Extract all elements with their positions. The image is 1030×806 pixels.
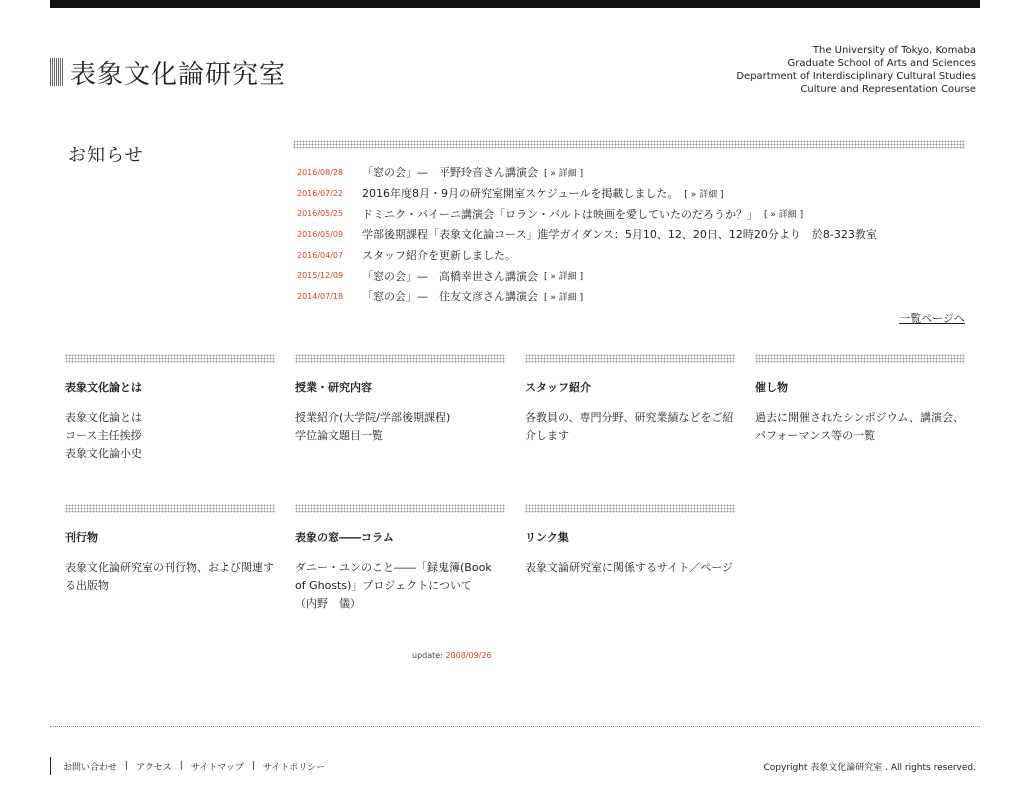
section-divider — [65, 354, 275, 363]
section-link[interactable]: 授業紹介(大学院/学部後期課程) — [295, 411, 451, 424]
section-link[interactable]: コース主任挨拶 — [65, 429, 142, 442]
news-text: 2016年度8月・9月の研究室開室スケジュールを掲載しました。 — [362, 187, 679, 201]
news-date: 2016/05/25 — [297, 209, 344, 219]
section-description: 表象文論研究室に関係するサイト／ページ — [525, 561, 734, 574]
footer-link-access[interactable]: アクセス — [136, 762, 172, 773]
update-info — [412, 651, 492, 660]
footer-separator: | — [179, 761, 183, 771]
update-date: 2008/09/26 — [445, 651, 492, 660]
section-title[interactable]: 表象の窓――コラム — [295, 531, 394, 544]
news-date: 2015/12/09 — [297, 271, 344, 281]
section-divider — [295, 504, 505, 513]
news-item — [297, 183, 877, 204]
section-events — [755, 354, 965, 445]
univ-line: Department of Interdisciplinary Cultural Studies — [736, 71, 976, 82]
section-title[interactable]: リンク集 — [525, 531, 569, 544]
news-date: 2016/04/07 — [297, 250, 344, 260]
news-date: 2016/07/22 — [297, 188, 344, 198]
footer-nav — [50, 757, 325, 775]
top-bar — [50, 0, 980, 8]
footer-divider — [50, 726, 980, 727]
copyright: Copyright 表象文化論研究室 . All rights reserved. — [763, 763, 976, 773]
news-text: ドミニク・パイーニ講演会「ロラン・バルトは映画を愛していたのだろうか？」 — [362, 207, 758, 221]
news-text[interactable]: スタッフ紹介を更新しました。 — [362, 249, 516, 263]
update-label: update: — [412, 651, 443, 660]
news-text: 学部後期課程「表象文化論コース」進学ガイダンス：5月10、12、20日、12時20分より 於8-323教室 — [362, 228, 877, 242]
news-detail-link[interactable]: [ » 詳細 ] — [684, 189, 724, 200]
news-text: 「窓の会」— 高橋幸世さん講演会 — [362, 269, 538, 283]
news-date: 2016/08/28 — [297, 167, 344, 177]
footer-link-sitemap[interactable]: サイトマップ — [190, 762, 244, 773]
section-classes — [295, 354, 505, 445]
news-list-page-link[interactable]: 一覧ページへ — [899, 312, 965, 325]
univ-line: Graduate School of Arts and Sciences — [787, 58, 976, 69]
section-divider — [65, 504, 275, 513]
section-description: 過去に開催されたシンポジウム、講演会、パフォーマンス等の一覧 — [755, 411, 964, 442]
section-title[interactable]: 授業・研究内容 — [295, 381, 372, 394]
section-title[interactable]: 催し物 — [755, 381, 788, 394]
section-column — [295, 504, 505, 613]
news-date: 2014/07/18 — [297, 291, 344, 301]
section-staff — [525, 354, 735, 445]
logo-stripe-icon — [50, 58, 64, 86]
section-links — [525, 504, 735, 577]
section-description: 表象文化論研究室の刊行物、および関連する出版物 — [65, 561, 274, 592]
section-divider — [525, 354, 735, 363]
section-divider — [755, 354, 965, 363]
news-text: 「窓の会」— 住友文彦さん講演会 — [362, 290, 538, 304]
news-list — [297, 162, 877, 307]
news-date: 2016/05/09 — [297, 229, 344, 239]
news-text: 「窓の会」— 平野玲音さん講演会 — [362, 166, 538, 180]
section-title[interactable]: 刊行物 — [65, 531, 98, 544]
section-divider — [295, 354, 505, 363]
footer-separator: | — [125, 761, 129, 771]
news-item — [297, 245, 877, 266]
news-item — [297, 265, 877, 286]
section-publications — [65, 504, 275, 595]
footer-link-policy[interactable]: サイトポリシー — [262, 762, 326, 773]
section-about — [65, 354, 275, 463]
section-title[interactable]: スタッフ紹介 — [525, 381, 591, 394]
column-author: （内野 儀） — [295, 597, 361, 610]
news-detail-link[interactable]: [ » 詳細 ] — [544, 272, 584, 283]
site-logo[interactable] — [50, 56, 286, 88]
section-link[interactable]: 学位論文題目一覧 — [295, 429, 383, 442]
university-info — [736, 44, 976, 96]
news-item — [297, 224, 877, 245]
footer-separator: | — [251, 761, 255, 771]
news-detail-link[interactable]: [ » 詳細 ] — [544, 168, 584, 179]
section-link[interactable]: 表象文化論とは — [65, 411, 142, 424]
section-description: 各教員の、専門分野、研究業績などをご紹介します — [525, 411, 734, 442]
section-link[interactable]: 表象文化論小史 — [65, 447, 142, 460]
news-item — [297, 203, 877, 224]
section-title[interactable]: 表象文化論とは — [65, 381, 142, 394]
univ-line: The University of Tokyo, Komaba — [812, 45, 976, 56]
news-detail-link[interactable]: [ » 詳細 ] — [544, 292, 584, 303]
column-article-link[interactable]: ダニー・ユンのこと――「録鬼簿(Book of Ghosts)」プロジェクトについて — [295, 561, 492, 592]
footer-link-contact[interactable]: お問い合わせ — [63, 762, 118, 773]
news-detail-link[interactable]: [ » 詳細 ] — [764, 210, 804, 221]
news-heading: お知らせ — [68, 145, 144, 166]
news-item — [297, 286, 877, 307]
news-item — [297, 162, 877, 183]
section-divider — [525, 504, 735, 513]
logo-text: 表象文化論研究室 — [70, 59, 287, 90]
news-divider — [293, 140, 965, 149]
univ-line: Culture and Representation Course — [800, 84, 976, 95]
